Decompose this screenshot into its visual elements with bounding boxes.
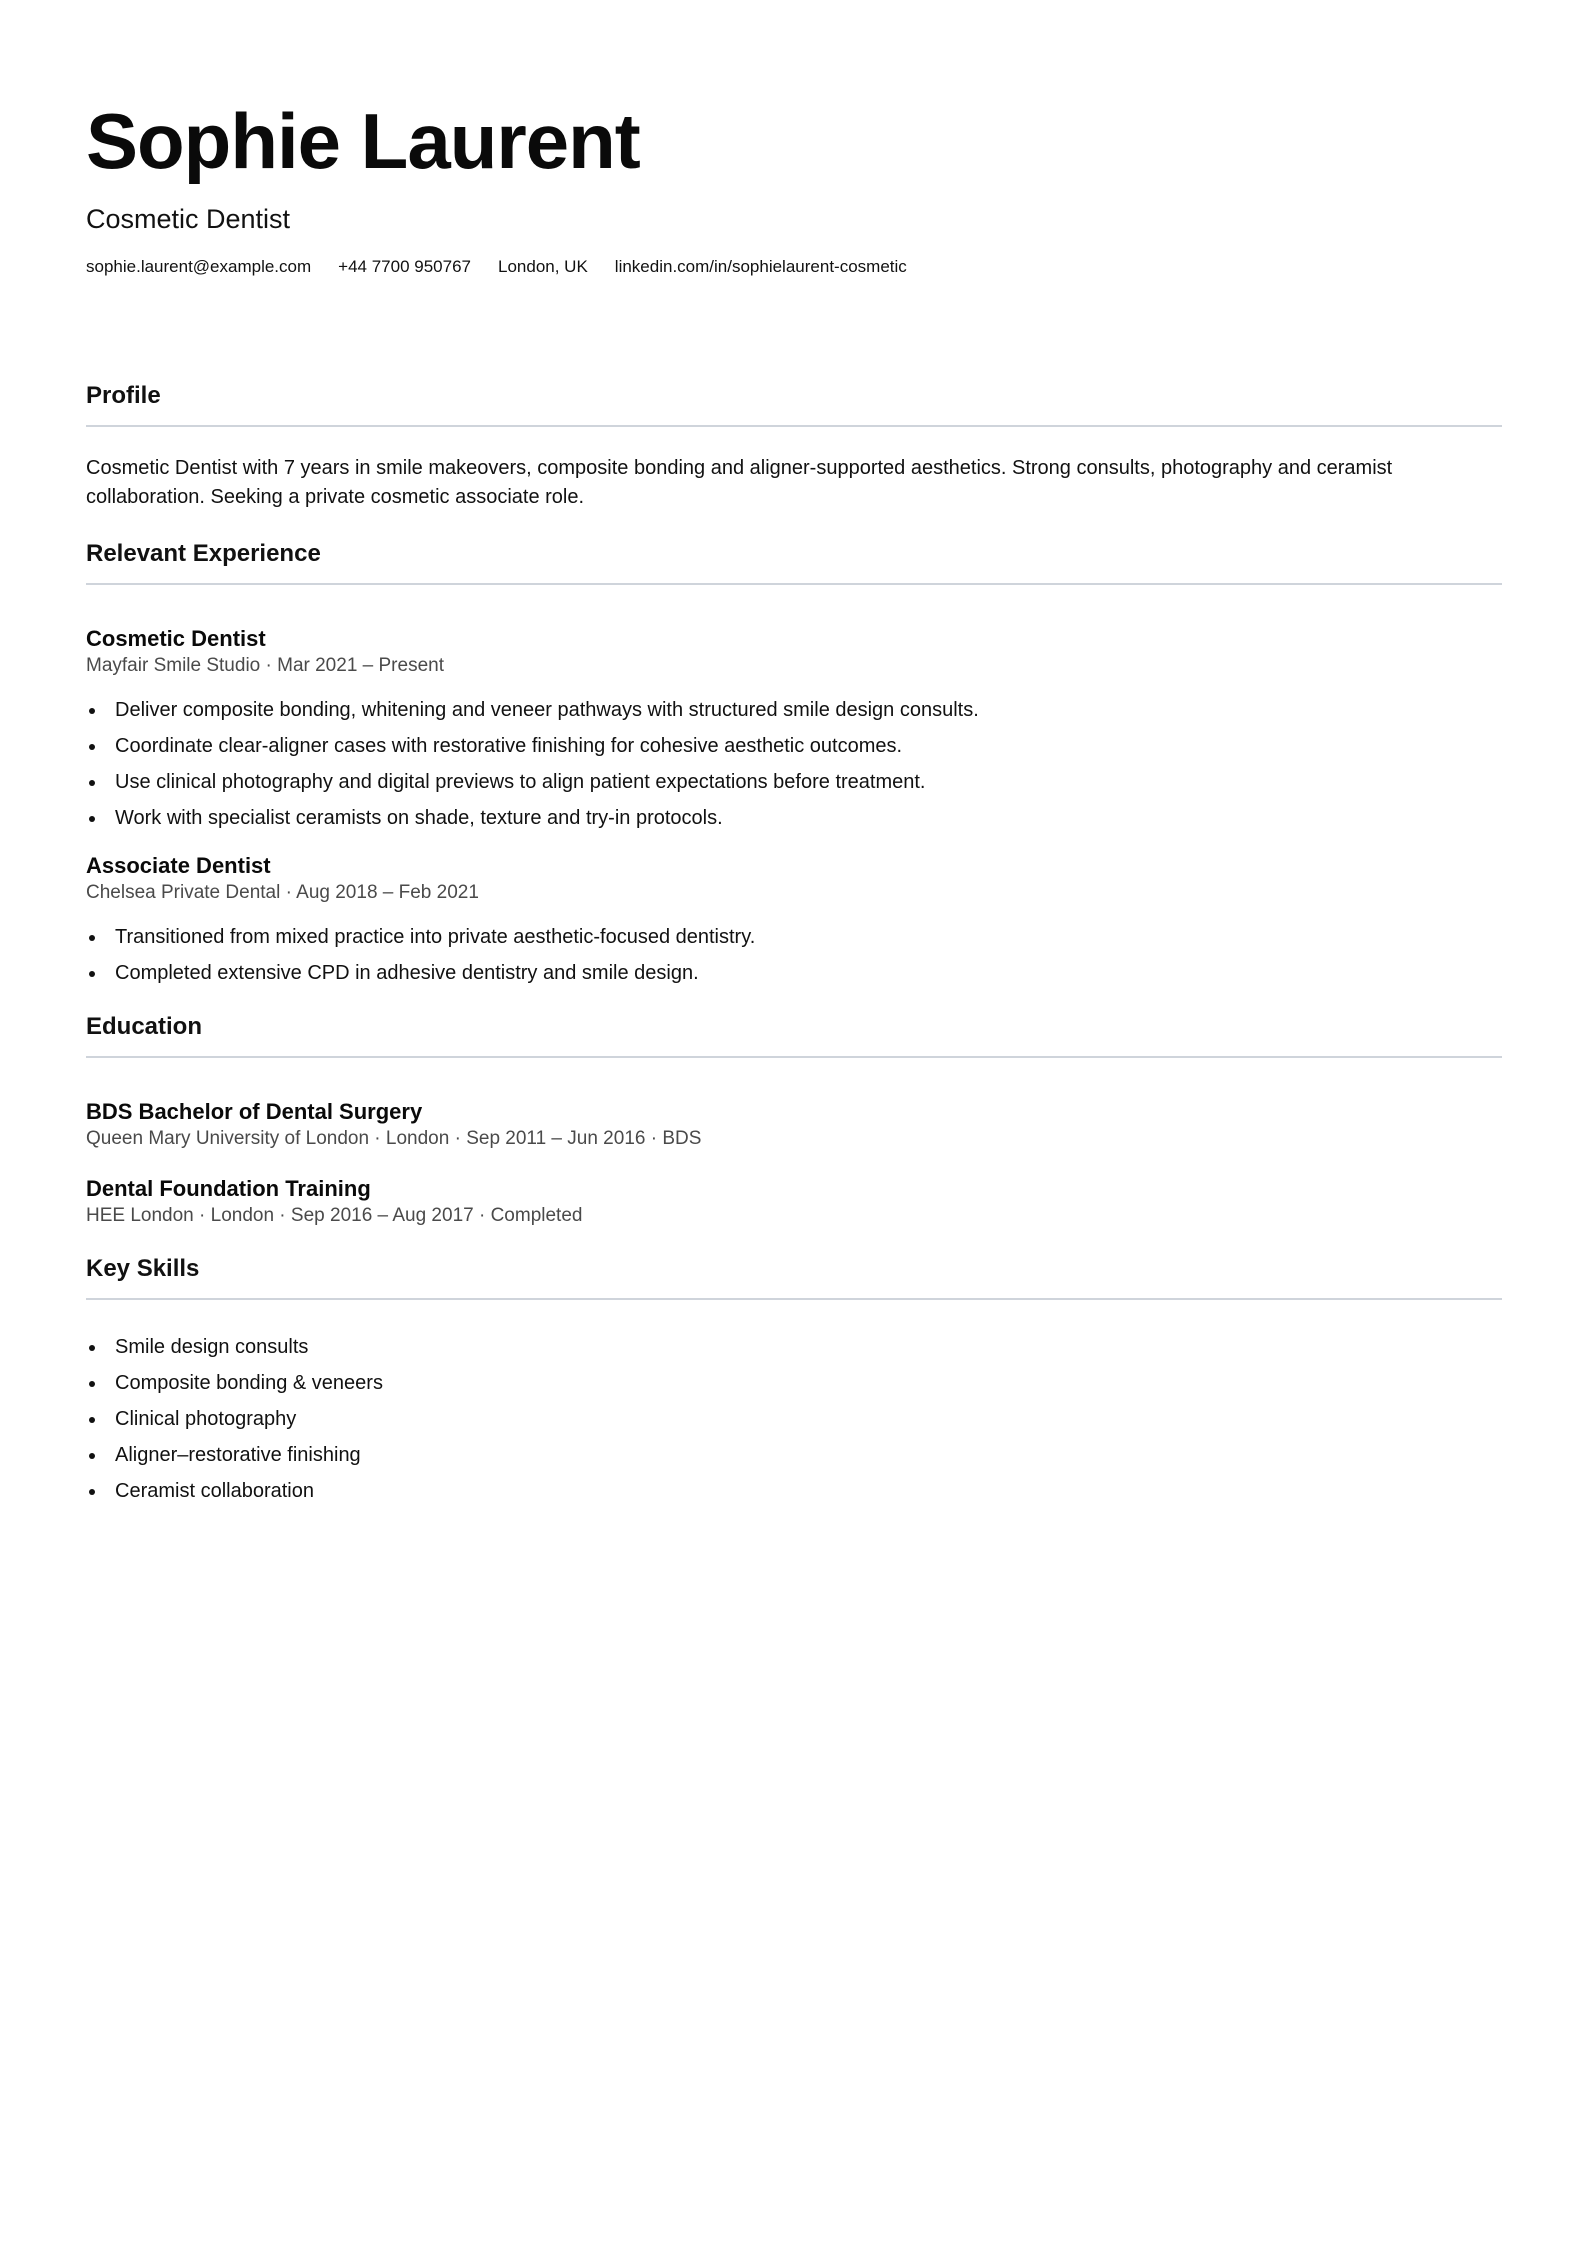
job-meta: Chelsea Private Dental · Aug 2018 – Feb 2021: [86, 882, 479, 903]
education-entry: [86, 1098, 1502, 1151]
profile-section: [86, 381, 1502, 512]
skill-item: Composite bonding & veneers: [86, 1371, 1502, 1395]
resume-header: [86, 96, 1502, 278]
degree-title: Dental Foundation Training: [86, 1176, 371, 1201]
skill-item: Aligner–restorative finishing: [86, 1443, 1502, 1467]
skill-item: Clinical photography: [86, 1407, 1502, 1431]
bullet-item: Deliver composite bonding, whitening and veneer pathways with structured smile design consults.: [86, 698, 1502, 722]
skill-item: Smile design consults: [86, 1335, 1502, 1359]
skills-section: [86, 1254, 1502, 1503]
contact-linkedin: linkedin.com/in/sophielaurent-cosmetic: [614, 257, 907, 276]
job-bullets: [86, 698, 1502, 830]
degree-meta: HEE London · London · Sep 2016 – Aug 2017 · Completed: [86, 1205, 583, 1226]
education-section: [86, 1012, 1502, 1228]
candidate-name: Sophie Laurent: [86, 97, 640, 185]
section-heading-education: Education: [86, 1012, 1502, 1058]
bullet-item: Transitioned from mixed practice into private aesthetic-focused dentistry.: [86, 925, 1502, 949]
profile-summary: Cosmetic Dentist with 7 years in smile makeovers, composite bonding and aligner-supported aesthetics. Strong consults, photography and ceramist collaboration. Seeking a private cosmetic associate role.: [86, 457, 1393, 508]
job-meta: Mayfair Smile Studio · Mar 2021 – Present: [86, 655, 444, 676]
bullet-item: Completed extensive CPD in adhesive dentistry and smile design.: [86, 961, 1502, 985]
experience-section: [86, 539, 1502, 985]
degree-meta: Queen Mary University of London · London · Sep 2011 – Jun 2016 · BDS: [86, 1128, 702, 1149]
bullet-item: Coordinate clear-aligner cases with restorative finishing for cohesive aesthetic outcomes.: [86, 734, 1502, 758]
contact-email: sophie.laurent@example.com: [86, 257, 312, 276]
job-bullets: [86, 925, 1502, 985]
section-heading-experience: Relevant Experience: [86, 539, 1502, 585]
education-entry: [86, 1175, 1502, 1228]
section-heading-skills: Key Skills: [86, 1254, 1502, 1300]
experience-entry: [86, 625, 1502, 830]
contact-location: London, UK: [498, 257, 588, 276]
degree-title: BDS Bachelor of Dental Surgery: [86, 1099, 423, 1124]
experience-entry: [86, 852, 1502, 985]
job-title: Cosmetic Dentist: [86, 626, 266, 651]
bullet-item: Use clinical photography and digital previews to align patient expectations before treatment.: [86, 770, 1502, 794]
contact-phone: +44 7700 950767: [338, 257, 471, 276]
job-title: Associate Dentist: [86, 853, 271, 878]
candidate-title: Cosmetic Dentist: [86, 204, 291, 234]
skills-list: [86, 1335, 1502, 1503]
bullet-item: Work with specialist ceramists on shade, texture and try-in protocols.: [86, 806, 1502, 830]
skill-item: Ceramist collaboration: [86, 1479, 1502, 1503]
section-heading-profile: Profile: [86, 381, 1502, 427]
contact-line: [86, 256, 1502, 278]
